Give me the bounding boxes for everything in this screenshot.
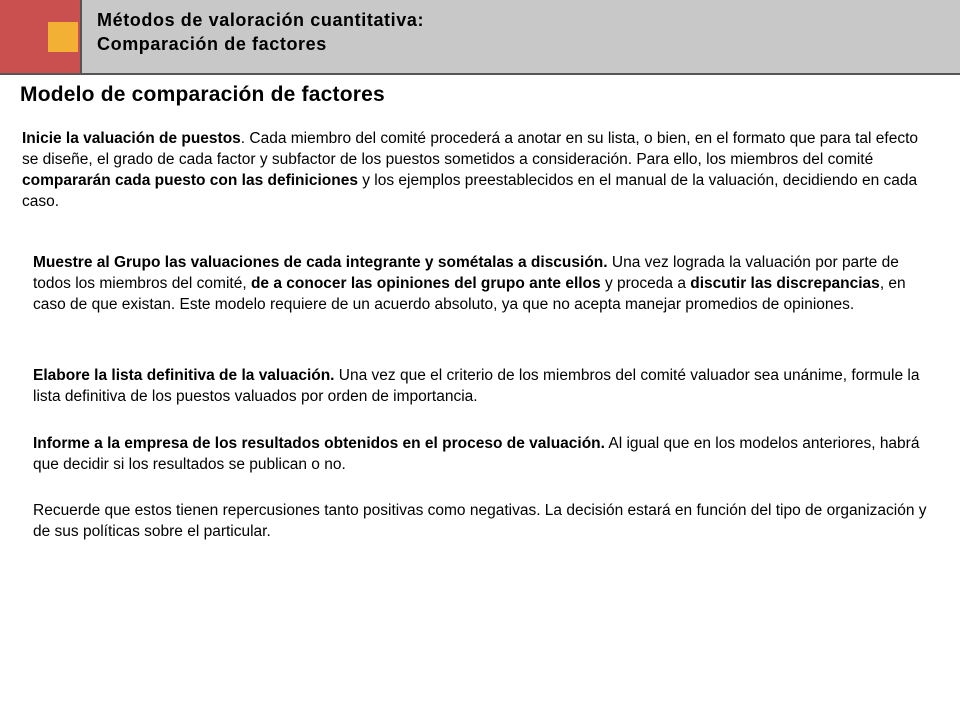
- bold-text: Informe a la empresa de los resultados obtenidos en el proceso de valuación.: [33, 435, 605, 452]
- section-heading: Modelo de comparación de factores: [20, 83, 385, 106]
- body-text: y los ejemplos preestablecidos en el manual de la valuación, decidiendo en cada caso.: [22, 172, 918, 210]
- header-bottom-line: [0, 73, 960, 75]
- body-text: , en caso de que existan. Este modelo requiere de un acuerdo absoluto, ya que no acepta manejar promedios de opiniones.: [33, 275, 906, 313]
- bold-text: Elabore la lista definitiva de la valuación.: [33, 367, 335, 384]
- bold-text: Inicie la valuación de puestos: [22, 130, 241, 147]
- paragraph-inicie: [22, 128, 922, 212]
- bold-text: de a conocer las opiniones del grupo ante ellos: [250, 275, 601, 292]
- body-text: y proceda a: [600, 275, 691, 292]
- header-banner: [0, 0, 960, 74]
- bold-text: discutir las discrepancias: [690, 275, 880, 292]
- slide-title-line1: Métodos de valoración cuantitativa:: [97, 10, 425, 30]
- paragraph-informe: [33, 433, 923, 475]
- paragraph-muestre: [33, 252, 923, 315]
- paragraph-recuerde: [33, 500, 933, 542]
- slide-title-line2: Comparación de factores: [97, 34, 327, 54]
- bold-text: compararán cada puesto con las definiciones: [22, 172, 358, 189]
- body-text: Una vez que el criterio de los miembros del comité valuador sea unánime, formule la lista definitiva de los puestos valuados por orden de importancia.: [33, 367, 920, 405]
- body-text: Recuerde que estos tienen repercusiones tanto positivas como negativas. La decisión estará en función del tipo de organización y de sus políticas sobre el particular.: [33, 502, 927, 540]
- header-divider: [80, 0, 82, 74]
- body-text: Una vez lograda la valuación por parte de todos los miembros del comité,: [33, 254, 899, 292]
- bold-text: Muestre al Grupo las valuaciones de cada integrante y sométalas a discusión.: [33, 254, 608, 271]
- body-text: Al igual que en los modelos anteriores, habrá que decidir si los resultados se publican o no.: [33, 435, 920, 473]
- body-text: . Cada miembro del comité procederá a anotar en su lista, o bien, en el formato que para tal efecto se diseñe, el grado de cada factor y subfactor de los puestos sometidos a consideración. Para ello, los miembros del comité: [22, 130, 919, 168]
- paragraph-elabore: [33, 365, 923, 407]
- slide-title: [97, 8, 424, 56]
- header-yellow-square: [48, 22, 78, 52]
